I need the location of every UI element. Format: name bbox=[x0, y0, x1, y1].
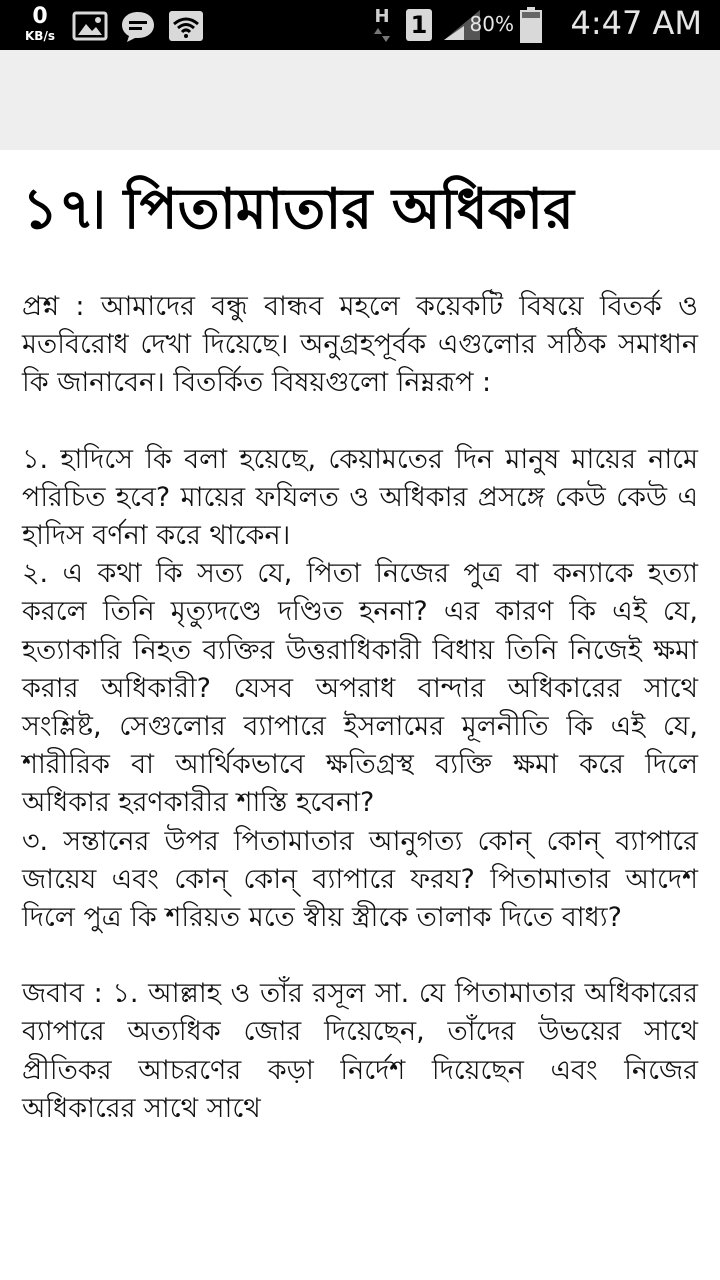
sim-label: 1 bbox=[410, 11, 428, 39]
question-item-3: ৩. সন্তানের উপর পিতামাতার আনুগত্য কোন্ কোন্ ব্যাপারে জায়েয এবং কোন্ কোন্ ব্যাপারে ফরয? পিতামাতার আদেশ দিলে পুত্র কি শরিয়ত মতে স্বীয় স্ত্রীকে তালাক দিতে বাধ্য? bbox=[22, 825, 698, 934]
question-paragraph: প্রশ্ন : আমাদের বন্ধু বান্ধব মহলে কয়েকটি বিষয়ে বিতর্ক ও মতবিরোধ দেখা দিয়েছে। অনুগ্রহপূর্বক এগুলোর সঠিক সমাধান কি জানাবেন। বিতর্কিত বিষয়গুলো নিম্নরূপ : bbox=[22, 291, 698, 399]
chat-bubble-icon bbox=[120, 10, 156, 44]
article-title: ১৭৷ পিতামাতার অধিকার bbox=[22, 177, 574, 242]
network-speed-indicator bbox=[20, 6, 60, 42]
h-data-label: H bbox=[374, 6, 390, 27]
network-speed-value: 0 bbox=[32, 4, 48, 29]
question-item-2: ২. এ কথা কি সত্য যে, পিতা নিজের পুত্র বা কন্যাকে হত্যা করলে তিনি মৃত্যুদণ্ডে দণ্ডিত হননা? এর কারণ কি এই যে, হত্যাকারি নিহত ব্যক্তির উত্তরাধিকারী বিধায় তিনি নিজেই ক্ষমা করার অধিকারী? যেসব অপরাধ বান্দার অধিকারের সাথে সংশ্লিষ্ট, সেগুলোর ব্যাপারে ইসলামের মূলনীতি কি এই যে, শারীরিক বা আর্থিকভাবে ক্ষতিগ্রস্থ ব্যক্তি ক্ষমা করে দিলে অধিকার হরণকারীর শাস্তি হবেনা? bbox=[22, 558, 698, 819]
status-bar bbox=[0, 0, 720, 50]
article-body bbox=[22, 288, 698, 1128]
answer-paragraph: জবাব : ১. আল্লাহ ও তাঁর রসূল সা. যে পিতামাতার অধিকারের ব্যাপারে অত্যধিক জোর দিয়েছেন, তাঁদের উভয়ের সাথে প্রীতিকর আচরণের কড়া নির্দেশ দিয়েছেন এবং নিজের অধিকারের সাথে সাথে bbox=[22, 978, 698, 1124]
question-item-1: ১. হাদিসে কি বলা হয়েছে, কেয়ামতের দিন মানুষ মায়ের নামে পরিচিত হবে? মায়ের ফযিলত ও অধিকার প্রসঙ্গে কেউ কেউ এ হাদিস বর্ণনা করে থাকেন। bbox=[22, 443, 698, 552]
battery-icon bbox=[520, 7, 542, 43]
app-bar bbox=[0, 50, 720, 150]
h-plus-data-icon bbox=[372, 8, 392, 42]
wifi-hotspot-icon bbox=[168, 10, 204, 42]
article-content[interactable] bbox=[0, 150, 720, 1280]
sim-1-icon bbox=[406, 9, 432, 41]
battery-percent: 80% bbox=[469, 12, 514, 36]
network-speed-unit: KB/s bbox=[25, 29, 55, 43]
image-icon bbox=[72, 10, 108, 42]
data-arrows-icon bbox=[374, 28, 390, 42]
clock: 4:47 AM bbox=[570, 4, 702, 42]
